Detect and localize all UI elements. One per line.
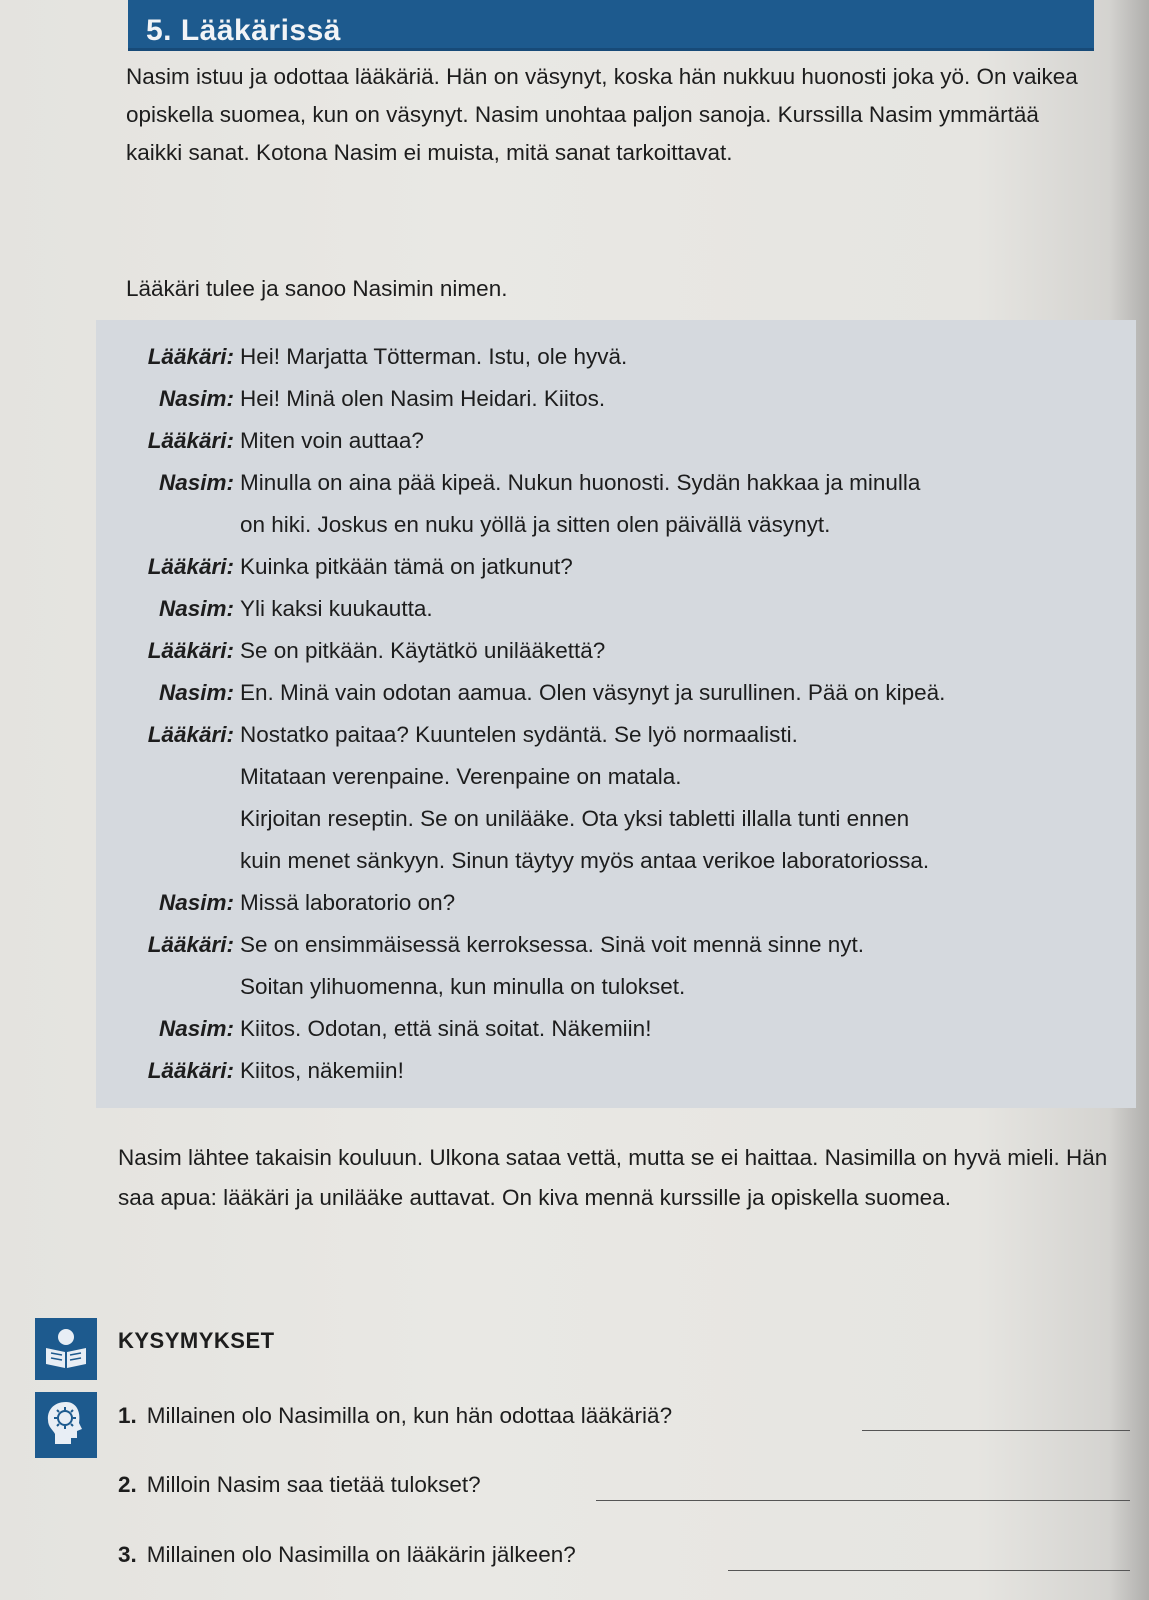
speaker-label: Nasim:	[158, 470, 234, 495]
chapter-header	[128, 0, 1094, 51]
speech-text: Yli kaksi kuukautta.	[240, 596, 433, 621]
speech-text: Kiitos. Odotan, että sinä soitat. Näkemiin!	[240, 1016, 652, 1041]
speaker-label: Lääkäri:	[147, 722, 234, 747]
dialogue-box	[96, 320, 1136, 1108]
thinking-head-icon	[35, 1392, 97, 1458]
speech-text: Minulla on aina pää kipeä. Nukun huonosti. Sydän hakkaa ja minulla	[240, 470, 921, 495]
question-text: Millainen olo Nasimilla on, kun hän odottaa lääkäriä?	[146, 1403, 673, 1428]
speech-text: Se on ensimmäisessä kerroksessa. Sinä voit mennä sinne nyt.	[240, 932, 865, 957]
speech-text: Miten voin auttaa?	[240, 428, 424, 453]
speaker-label: Nasim:	[158, 1016, 234, 1041]
speech-text: Nostatko paitaa? Kuuntelen sydäntä. Se lyö normaalisti.	[240, 722, 798, 747]
speech-text: Hei! Minä olen Nasim Heidari. Kiitos.	[240, 386, 606, 411]
speaker-label: Lääkäri:	[147, 554, 234, 579]
speaker-label: Lääkäri:	[147, 1058, 234, 1083]
speech-text: Missä laboratorio on?	[240, 890, 456, 915]
outro-paragraph: Nasim lähtee takaisin kouluun. Ulkona sataa vettä, mutta se ei haittaa. Nasimilla on hyvä mieli. Hän saa apua: lääkäri ja unilääke auttavat. On kiva mennä kurssille ja opiskella suomea.	[118, 1145, 1108, 1210]
speech-text: Hei! Marjatta Tötterman. Istu, ole hyvä.	[240, 344, 628, 369]
speech-continuation: kuin menet sänkyyn. Sinun täytyy myös antaa verikoe laboratoriossa.	[240, 848, 930, 873]
speech-continuation: Soitan ylihuomenna, kun minulla on tulokset.	[240, 974, 686, 999]
speech-text: Kiitos, näkemiin!	[240, 1058, 404, 1083]
narration-line: Lääkäri tulee ja sanoo Nasimin nimen.	[126, 276, 508, 301]
question-text: Millainen olo Nasimilla on lääkärin jälkeen?	[146, 1542, 576, 1567]
speech-continuation: Mitataan verenpaine. Verenpaine on matala.	[240, 764, 682, 789]
speaker-label: Nasim:	[158, 890, 234, 915]
question-item	[118, 1403, 672, 1429]
reading-book-icon	[35, 1318, 97, 1380]
chapter-title: 5. Lääkärissä	[146, 14, 341, 47]
question-text: Milloin Nasim saa tietää tulokset?	[146, 1472, 481, 1497]
intro-paragraph: Nasim istuu ja odottaa lääkäriä. Hän on väsynyt, koska hän nukkuu huonosti joka yö. On vaikea opiskella suomea, kun on väsynyt. Nasim unohtaa paljon sanoja. Kurssilla Nasim ymmärtää kaikki sanat. Kotona Nasim ei muista, mitä sanat tarkoittavat.	[126, 64, 1078, 165]
answer-line[interactable]	[596, 1500, 1130, 1501]
speech-continuation: on hiki. Joskus en nuku yöllä ja sitten olen päivällä väsynyt.	[240, 512, 831, 537]
speaker-label: Nasim:	[158, 386, 234, 411]
speaker-label: Lääkäri:	[147, 638, 234, 663]
question-item	[118, 1542, 576, 1568]
speech-text: Se on pitkään. Käytätkö unilääkettä?	[240, 638, 606, 663]
speaker-label: Lääkäri:	[147, 428, 234, 453]
question-number: 2.	[118, 1472, 137, 1497]
speech-text: Kuinka pitkään tämä on jatkunut?	[240, 554, 573, 579]
speaker-label: Nasim:	[158, 596, 234, 621]
answer-line[interactable]	[862, 1430, 1130, 1431]
answer-line[interactable]	[728, 1570, 1130, 1571]
speaker-label: Nasim:	[158, 680, 234, 705]
speaker-label: Lääkäri:	[147, 344, 234, 369]
question-number: 3.	[118, 1542, 137, 1567]
question-number: 1.	[118, 1403, 137, 1428]
speech-text: En. Minä vain odotan aamua. Olen väsynyt ja surullinen. Pää on kipeä.	[240, 680, 946, 705]
speech-continuation: Kirjoitan reseptin. Se on unilääke. Ota yksi tabletti illalla tunti ennen	[240, 806, 910, 831]
question-item	[118, 1472, 481, 1498]
speaker-label: Lääkäri:	[147, 932, 234, 957]
questions-heading: KYSYMYKSET	[118, 1328, 275, 1353]
